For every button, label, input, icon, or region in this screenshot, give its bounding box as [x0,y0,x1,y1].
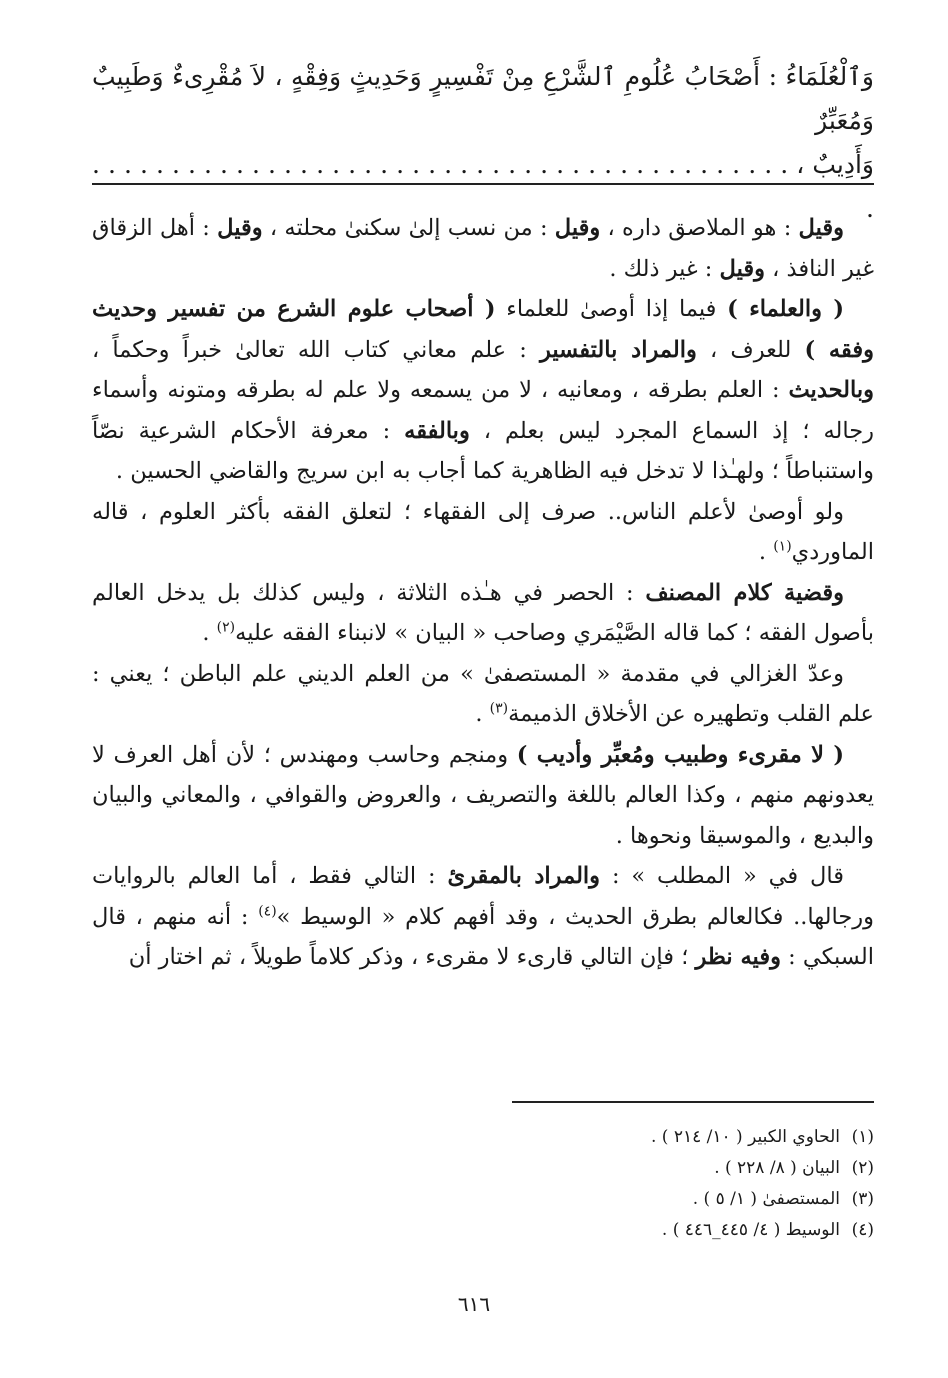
text-run: : أهل الزقاق غير النافذ ، [92,215,874,282]
footnote-text: المستصفىٰ ( ١/ ٥ ) . [692,1189,840,1209]
bold-term: وقضية كلام المصنف [645,579,844,606]
bold-term: وقيل [554,215,601,241]
footnote-marker: (٣) [489,700,509,717]
matn-text [92,55,874,231]
footnote-text: الوسيط ( ٤/ ٤٤٥_٤٤٦ ) . [661,1220,840,1240]
text-run: . [758,539,774,565]
footnote-text: الحاوي الكبير ( ١٠/ ٢١٤ ) . [650,1127,840,1147]
footnotes [92,1122,874,1246]
bold-term: وفيه نظر [695,944,781,970]
matn-separator [92,183,874,185]
bold-term: ( لا مقرىء وطبيب ومُعبِّر وأديب ) [516,741,844,768]
text-run: فيما إذا أوصىٰ للعلماء [495,296,728,322]
text-run: : التالي فقط ، أما العالم بالروايات ورجالها.. فكالعالم بطرق الحديث ، وقد أفهم كلام « الوسيط » [92,863,874,930]
page-number: ٦١٦ [457,1292,491,1316]
text-run: ولو أوصىٰ لأعلم الناس.. صرف إلى الفقهاء ؛ لتعلق الفقه بأكثر العلوم ، قاله الماوردي [92,498,874,565]
footnote [92,1184,874,1215]
text-run: : العلم بطرقه ، ومعانيه ، لا من يسمعه ولا علم له بطرقه ومتونه وأسماء رجاله ؛ إذ السماع المجرد ليس بعلم ، [92,377,874,444]
commentary-paragraph-3 [92,492,874,573]
footnote-number: (٢) [851,1158,874,1178]
text-run: قال في « المطلب » : [600,863,845,889]
matn-line-1: وَٱلْعُلَمَاءُ : أَصْحَابُ عُلُومِ ٱلشَّرْعِ مِنْ تَفْسِيرٍ وَحَدِيثٍ وَفِقْهٍ ، لاَ مُقْرِىءٌ وَطَبِيبٌ وَمُعَبِّرٌ [92,62,874,135]
footnote [92,1215,874,1246]
footnote-marker: (١) [773,538,792,555]
bold-term: ( والعلماء ) [727,296,844,322]
text-run: ؛ فإن التالي قارىء لا مقرىء ، وذكر كلاماً طويلاً ، ثم اختار أن [128,944,696,970]
text-run: ومنجم وحاسب ومهندس ؛ لأن أهل العرف لا يعدونهم منهم ، وكذا العالم باللغة والتصريف ، والعروض والقوافي ، والمعاني والبيان والبديع ، والموسيقا ونحوها . [92,741,874,849]
commentary-paragraph-6 [92,735,874,857]
footnote-marker: (٢) [216,619,236,636]
bold-term: والمراد بالتفسير [539,336,697,363]
text-run: : أنه منهم ، قال السبكي : [92,903,874,970]
footnote-number: (١) [851,1127,874,1147]
text-run: : معرفة الأحكام الشرعية نصّاً واستنباطاً ؛ ولهـٰذا لا تدخل فيه الظاهرية كما أجاب به ابن سريج والقاضي الحسين . [92,417,874,484]
text-run: : هو الملاصق داره ، [600,215,799,241]
commentary-paragraph-4 [92,573,874,654]
text-run: : الحصر في هـٰذه الثلاثة ، وليس كذلك بل يدخل العالم بأصول الفقه ؛ كما قاله الصَّيْمَري وصاحب « البيان » لانبناء الفقه عليه [92,579,874,646]
text-run: . [475,701,490,727]
bold-term: ( أصحاب علوم الشرع من تفسير وحديث وفقه ) [92,296,874,363]
bold-term: وبالفقه [404,417,470,444]
text-run: . [202,620,217,646]
commentary-paragraph-1 [92,208,874,289]
text-run: للعرف ، [696,336,805,363]
bold-term: وبالحديث [788,377,874,403]
footnote-number: (٤) [851,1220,874,1240]
footnote-marker: (٤) [258,903,277,919]
footnote-number: (٣) [851,1189,874,1209]
text-run: وعدّ الغزالي في مقدمة « المستصفىٰ » من العلم الديني علم الباطن ؛ يعني : علم القلب وتطهيره عن الأخلاق الذميمة [92,660,874,727]
bold-term: وقيل [798,215,844,241]
commentary-paragraph-7 [92,856,874,978]
commentary-paragraph-5 [92,654,874,735]
text-run: : غير ذلك . [609,255,720,282]
text-run: : علم معاني كتاب الله تعالىٰ خبراً وحكماً ، [92,336,540,363]
footnote [92,1122,874,1153]
footnote-text: البيان ( ٨/ ٢٢٨ ) . [714,1158,840,1178]
footnote [92,1153,874,1184]
bold-term: وقيل [217,215,263,241]
commentary [92,208,874,978]
text-run: : من نسب إلىٰ سكنىٰ محلته ، [262,215,555,241]
matn-line-2: وَأَدِيبٌ ، . . . . . . . . . . . . . . . . . . . . . . . . . . . . . . . . . . . . . . . . . . . . . [92,150,874,223]
commentary-paragraph-2 [92,289,874,492]
bold-term: والمراد بالمقرئ [447,863,601,889]
bold-term: وقيل [719,255,765,282]
footnote-separator [512,1101,874,1103]
